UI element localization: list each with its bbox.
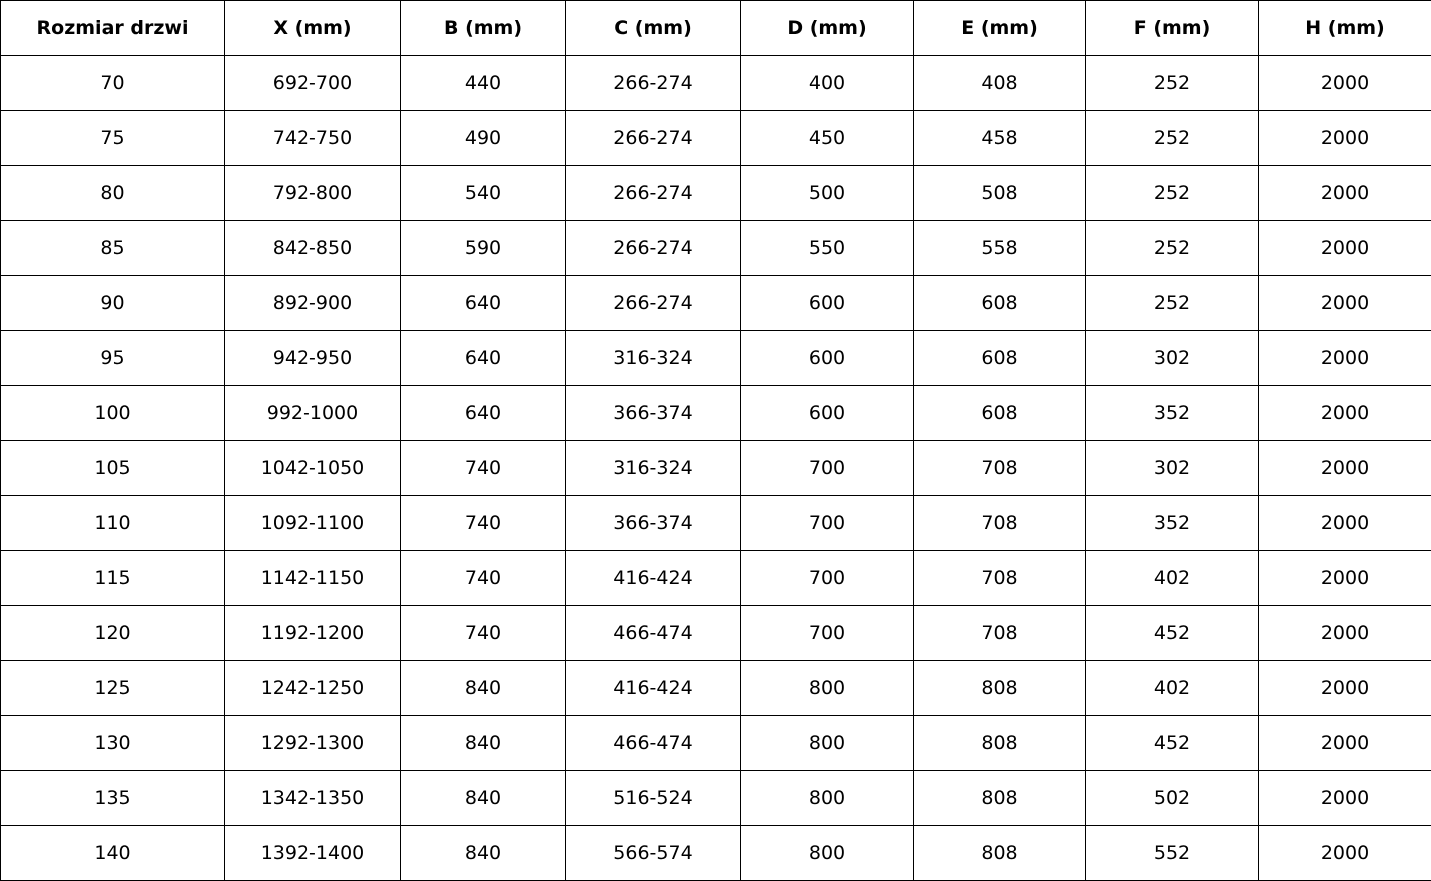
table-row [1,331,1431,386]
cell-d: 450 [741,111,914,166]
table-row [1,386,1431,441]
cell-c: 366-374 [566,386,741,441]
cell-c: 266-274 [566,276,741,331]
cell-door-size: 105 [1,441,225,496]
cell-f: 552 [1086,826,1259,881]
cell-f: 302 [1086,331,1259,386]
cell-d: 800 [741,826,914,881]
cell-c: 266-274 [566,56,741,111]
cell-c: 366-374 [566,496,741,551]
cell-f: 352 [1086,496,1259,551]
table-row [1,56,1431,111]
cell-h: 2000 [1259,276,1431,331]
cell-f: 452 [1086,606,1259,661]
cell-door-size: 90 [1,276,225,331]
cell-door-size: 120 [1,606,225,661]
cell-f: 252 [1086,166,1259,221]
cell-c: 516-524 [566,771,741,826]
cell-d: 600 [741,331,914,386]
column-header-door-size: Rozmiar drzwi [1,1,225,56]
cell-x: 1142-1150 [225,551,401,606]
cell-d: 800 [741,716,914,771]
cell-door-size: 115 [1,551,225,606]
cell-d: 700 [741,441,914,496]
cell-d: 800 [741,771,914,826]
cell-c: 466-474 [566,606,741,661]
cell-b: 840 [401,716,566,771]
cell-h: 2000 [1259,111,1431,166]
table-row [1,496,1431,551]
column-header-f: F (mm) [1086,1,1259,56]
cell-c: 566-574 [566,826,741,881]
cell-h: 2000 [1259,441,1431,496]
cell-f: 252 [1086,221,1259,276]
cell-door-size: 110 [1,496,225,551]
table-row [1,111,1431,166]
cell-d: 700 [741,496,914,551]
cell-door-size: 130 [1,716,225,771]
cell-c: 416-424 [566,551,741,606]
cell-b: 540 [401,166,566,221]
table-row [1,826,1431,881]
cell-c: 266-274 [566,166,741,221]
cell-x: 1342-1350 [225,771,401,826]
cell-d: 550 [741,221,914,276]
cell-c: 266-274 [566,221,741,276]
cell-e: 558 [914,221,1086,276]
table-row [1,661,1431,716]
cell-x: 992-1000 [225,386,401,441]
table-row [1,166,1431,221]
cell-b: 840 [401,661,566,716]
cell-e: 808 [914,826,1086,881]
cell-x: 892-900 [225,276,401,331]
column-header-c: C (mm) [566,1,741,56]
cell-c: 466-474 [566,716,741,771]
cell-x: 792-800 [225,166,401,221]
table-row [1,276,1431,331]
cell-e: 408 [914,56,1086,111]
cell-x: 1042-1050 [225,441,401,496]
column-header-x: X (mm) [225,1,401,56]
cell-e: 458 [914,111,1086,166]
cell-e: 608 [914,276,1086,331]
cell-f: 502 [1086,771,1259,826]
cell-h: 2000 [1259,551,1431,606]
table-row [1,221,1431,276]
cell-door-size: 140 [1,826,225,881]
cell-d: 700 [741,551,914,606]
cell-door-size: 125 [1,661,225,716]
table-header-row [1,1,1431,56]
cell-f: 252 [1086,56,1259,111]
cell-x: 1092-1100 [225,496,401,551]
cell-d: 600 [741,386,914,441]
cell-b: 640 [401,276,566,331]
cell-c: 316-324 [566,331,741,386]
cell-h: 2000 [1259,331,1431,386]
cell-b: 740 [401,606,566,661]
cell-b: 840 [401,826,566,881]
cell-door-size: 85 [1,221,225,276]
cell-h: 2000 [1259,496,1431,551]
cell-door-size: 135 [1,771,225,826]
cell-x: 1192-1200 [225,606,401,661]
cell-f: 352 [1086,386,1259,441]
cell-f: 402 [1086,661,1259,716]
cell-b: 640 [401,331,566,386]
cell-e: 508 [914,166,1086,221]
cell-h: 2000 [1259,56,1431,111]
cell-f: 252 [1086,276,1259,331]
cell-f: 402 [1086,551,1259,606]
table-row [1,716,1431,771]
cell-f: 452 [1086,716,1259,771]
cell-door-size: 75 [1,111,225,166]
cell-x: 1242-1250 [225,661,401,716]
column-header-b: B (mm) [401,1,566,56]
cell-b: 440 [401,56,566,111]
cell-e: 808 [914,771,1086,826]
cell-door-size: 95 [1,331,225,386]
cell-c: 416-424 [566,661,741,716]
cell-h: 2000 [1259,716,1431,771]
cell-h: 2000 [1259,771,1431,826]
table-header [1,1,1431,56]
cell-d: 700 [741,606,914,661]
cell-e: 708 [914,496,1086,551]
cell-h: 2000 [1259,221,1431,276]
cell-x: 692-700 [225,56,401,111]
cell-b: 740 [401,551,566,606]
cell-x: 1392-1400 [225,826,401,881]
cell-h: 2000 [1259,826,1431,881]
cell-h: 2000 [1259,166,1431,221]
cell-d: 600 [741,276,914,331]
cell-c: 266-274 [566,111,741,166]
cell-e: 708 [914,551,1086,606]
cell-door-size: 100 [1,386,225,441]
cell-e: 708 [914,606,1086,661]
cell-e: 808 [914,716,1086,771]
column-header-d: D (mm) [741,1,914,56]
cell-h: 2000 [1259,661,1431,716]
cell-e: 808 [914,661,1086,716]
cell-b: 740 [401,496,566,551]
column-header-h: H (mm) [1259,1,1431,56]
cell-b: 590 [401,221,566,276]
cell-x: 1292-1300 [225,716,401,771]
cell-h: 2000 [1259,386,1431,441]
table-row [1,551,1431,606]
cell-b: 740 [401,441,566,496]
cell-d: 800 [741,661,914,716]
cell-door-size: 70 [1,56,225,111]
cell-d: 400 [741,56,914,111]
table-row [1,771,1431,826]
cell-b: 640 [401,386,566,441]
cell-b: 490 [401,111,566,166]
cell-b: 840 [401,771,566,826]
cell-e: 608 [914,386,1086,441]
table-body [1,56,1431,881]
cell-x: 842-850 [225,221,401,276]
cell-e: 708 [914,441,1086,496]
table-row [1,441,1431,496]
cell-d: 500 [741,166,914,221]
cell-x: 742-750 [225,111,401,166]
cell-f: 302 [1086,441,1259,496]
cell-e: 608 [914,331,1086,386]
cell-c: 316-324 [566,441,741,496]
table-row [1,606,1431,661]
cell-h: 2000 [1259,606,1431,661]
cell-door-size: 80 [1,166,225,221]
column-header-e: E (mm) [914,1,1086,56]
cell-x: 942-950 [225,331,401,386]
cell-f: 252 [1086,111,1259,166]
